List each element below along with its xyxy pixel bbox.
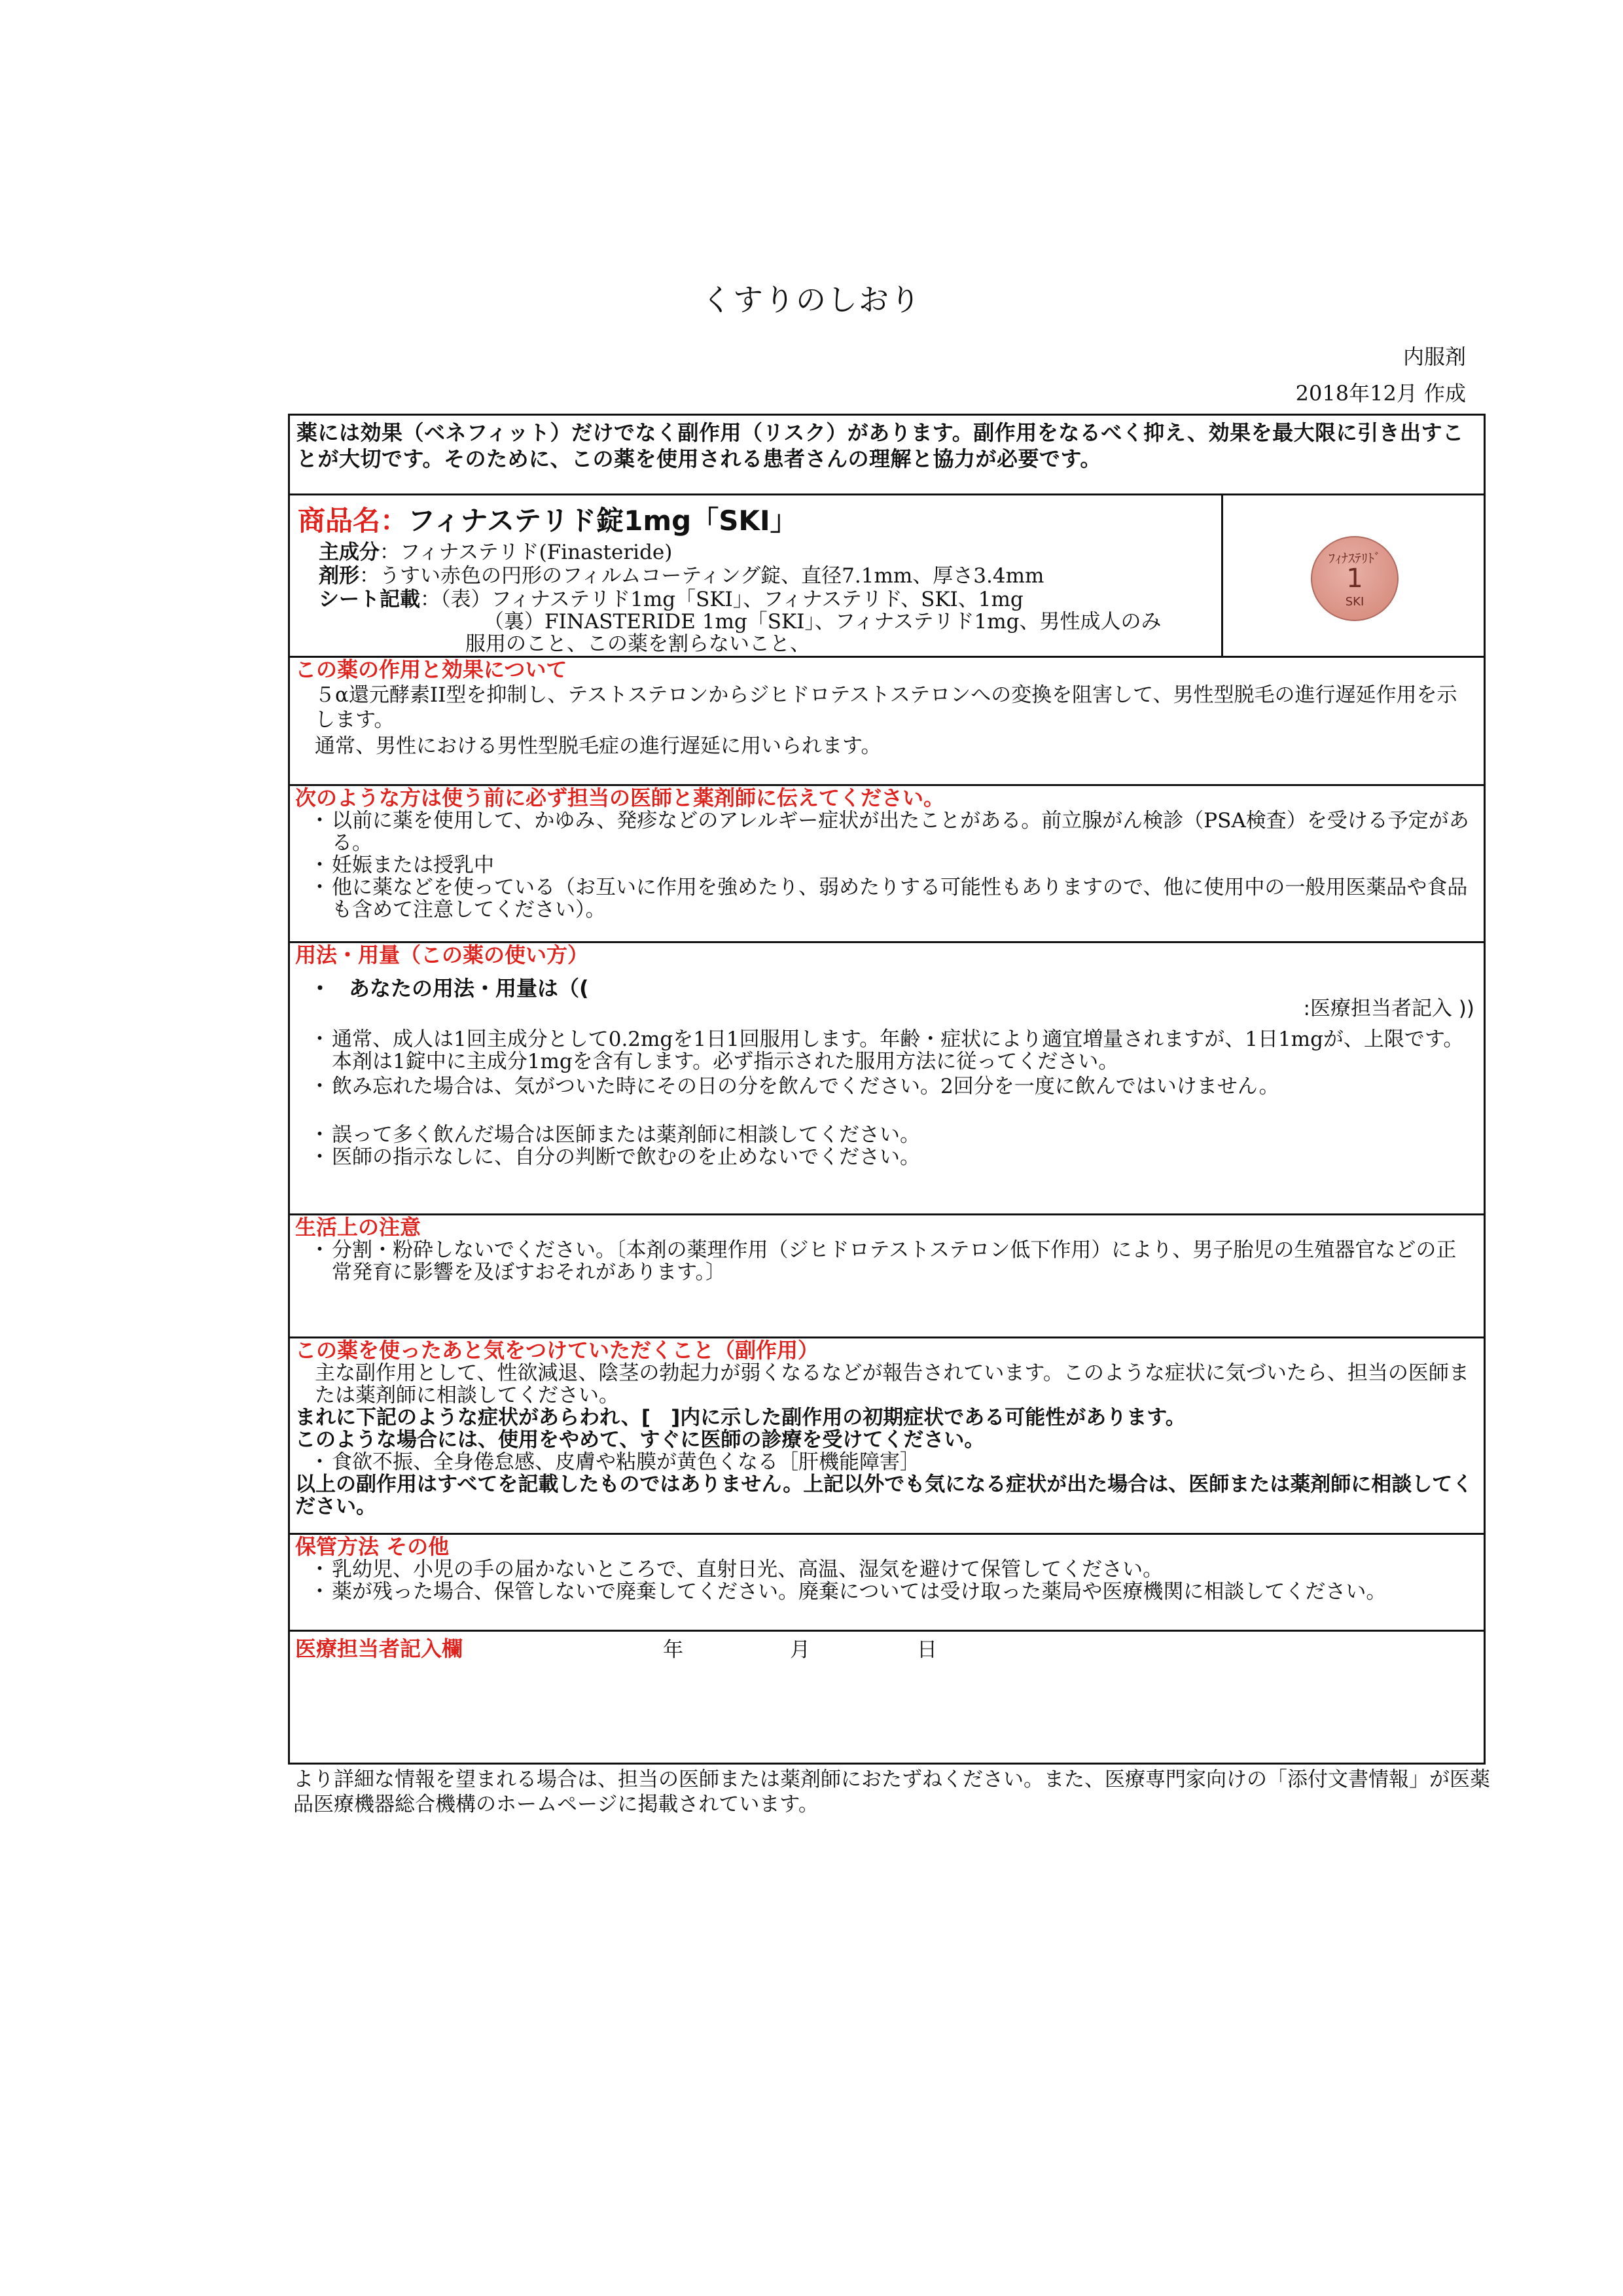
record-section [290,1632,1484,1765]
storage-list [290,1558,1484,1603]
side-effects-main: 主な副作用として、性欲減退、陰茎の勃起力が弱くなるなどが報告されています。このような症状に気づいたら、担当の医師または薬剤師に相談してください。 [315,1361,1469,1407]
caution-heading: 次のような方は使う前に必ず担当の医師と薬剤師に伝えてください。 [295,786,945,810]
ingredient-row [319,541,672,564]
storage-section [290,1535,1484,1632]
effect-section [290,658,1484,786]
tablet-imprint-bottom: SKI [1345,595,1364,609]
side-effects-rare-1: まれに下記のような症状があらわれ、[ ]内に示した副作用の初期症状である可能性があります。 [295,1406,1186,1429]
drug-information-sheet [288,414,1486,1765]
list-item: ・ 以前に薬を使用して、かゆみ、発疹などのアレルギー症状が出たことがある。前立腺がん検診（PSA検査）を受ける予定がある。 [310,809,1469,855]
form-type-label: 内服剤 [1402,344,1466,369]
bullet: ・ [310,1450,330,1474]
record-heading: 医療担当者記入欄 [295,1636,463,1661]
bullet: ・ [310,1558,330,1581]
ingredient-label: 主成分 [319,541,380,564]
your-dosage-label: あなたの用法・用量は（( [349,976,589,1001]
caution-section [290,786,1484,943]
record-year: 年 [663,1638,683,1662]
created-date: 2018年12月 作成 [1295,381,1466,406]
bullet: ・ [310,809,330,833]
side-effects-section [290,1338,1484,1535]
list-item: ・ 食欲不振、全身倦怠感、皮膚や粘膜が黄色くなる［肝機能障害］ [310,1450,920,1474]
list-item: ・ 妊娠または授乳中 [310,853,494,877]
bullet: ・ [310,1075,330,1098]
sheet-row [319,588,1024,611]
form-label: 剤形 [319,564,359,588]
lifestyle-section [290,1215,1484,1338]
bullet: ・ [310,853,330,877]
caution-list [290,810,1484,921]
tablet-image [1311,536,1399,621]
product-name: フィナステリド錠1mg「SKI」 [408,505,798,537]
list-item: ・ 薬が残った場合、保管しないで廃棄してください。廃棄については受け取った薬局や医療機関に相談してください。 [310,1580,1387,1604]
dosage-heading: 用法・用量（この薬の使い方） [295,943,589,967]
lifestyle-list [290,1239,1484,1283]
sheet-label: シート記載 [319,588,420,611]
effect-line-2: 通常、男性における男性型脱毛症の進行遅延に用いられます。 [315,734,882,758]
sheet-line-1: ：（表）フィナステリド1mg「SKI」、フィナステリド、SKI、1mg [420,588,1024,611]
bullet: ・ [310,1238,330,1262]
record-month: 月 [790,1638,810,1662]
storage-heading: 保管方法 その他 [295,1535,450,1559]
your-dosage-row [290,967,1484,1020]
footer-note: より詳細な情報を望まれる場合は、担当の医師または薬剤師におたずねください。また、医療専門家向けの「添付文書情報」が医薬品医療機器総合機構のホームページに掲載されています。 [293,1768,1490,1816]
bullet: ・ [310,1145,330,1169]
product-name-label: 商品名： [298,505,408,537]
lifestyle-heading: 生活上の注意 [295,1215,421,1240]
form-value: ：うすい赤色の円形のフィルムコーティング錠、直径7.1mm、厚さ3.4mm [359,564,1044,588]
tablet-imprint-number: 1 [1346,564,1363,594]
list-item: ・ 誤って多く飲んだ場合は医師または薬剤師に相談してください。 [310,1123,920,1147]
intro-text: 薬には効果（ベネフィット）だけでなく副作用（リスク）があります。副作用をなるべく抑え、効果を最大限に引き出すことが大切です。そのために、この薬を使用される患者さんの理解と協力が必要です。 [296,420,1464,471]
page-title: くすりのしおり [702,282,921,317]
dosage-record-note: :医療担当者記入 )) [1303,997,1474,1020]
list-item: ・ 飲み忘れた場合は、気がついた時にその日の分を飲んでください。2回分を一度に飲んではいけません。 [310,1075,1279,1098]
list-item: ・ 他に薬などを使っている（お互いに作用を強めたり、弱めたりする可能性もありますので、他に使用中の一般用医薬品や食品も含めて注意してください）。 [310,876,1468,922]
side-effects-notice: 以上の副作用はすべてを記載したものではありません。上記以外でも気になる症状が出た場合は、医師または薬剤師に相談してください。 [295,1473,1473,1518]
dosage-list [290,1028,1484,1168]
bullet: ・ [310,976,331,1001]
bullet: ・ [310,1028,330,1051]
dosage-section [290,943,1484,1215]
sheet-line-3: 服用のこと、この薬を割らないこと、 [465,632,810,656]
tablet-imprint-top: ﾌｨﾅｽﾃﾘﾄﾞ [1329,550,1381,566]
form-row [319,565,1044,587]
effect-line-1: ５α還元酵素II型を抑制し、テストステロンからジヒドロテストステロンへの変換を阻害して、男性型脱毛の進行遅延作用を示します。 [315,683,1457,732]
product-section [290,495,1484,658]
bullet: ・ [310,876,330,899]
bullet: ・ [310,1580,330,1604]
ingredient-value: ：フィナステリド(Finasteride) [380,541,673,564]
sheet-line-2: （裏）FINASTERIDE 1mg「SKI」、フィナステリド1mg、男性成人のみ [484,610,1162,634]
bullet: ・ [310,1123,330,1147]
list-item: ・ 通常、成人は1回主成分として0.2mgを1日1回服用します。年齢・症状により適宜増量されますが、1日1mgが、上限です。本剤は1錠中に主成分1mgを含有します。必ず指示された服用方法に従ってください。 [310,1028,1464,1073]
product-info [290,495,1223,656]
list-item: ・ 分割・粉砕しないでください。〔本剤の薬理作用（ジヒドロテストステロン低下作用）により、男子胎児の生殖器官などの正常発育に影響を及ぼすおそれがあります。〕 [310,1238,1457,1284]
effect-heading: この薬の作用と効果について [295,658,567,682]
side-effects-list [290,1451,1484,1473]
product-name-row [298,499,798,539]
list-item: ・ 乳幼児、小児の手の届かないところで、直射日光、高温、湿気を避けて保管してください。 [310,1558,1164,1581]
list-item: ・ 医師の指示なしに、自分の判断で飲むのを止めないでください。 [310,1145,920,1169]
intro-section [290,416,1484,495]
record-day: 日 [917,1638,937,1662]
side-effects-rare-2: このような場合には、使用をやめて、すぐに医師の診療を受けてください。 [295,1428,985,1452]
side-effects-heading: この薬を使ったあと気をつけていただくこと（副作用） [295,1338,819,1363]
